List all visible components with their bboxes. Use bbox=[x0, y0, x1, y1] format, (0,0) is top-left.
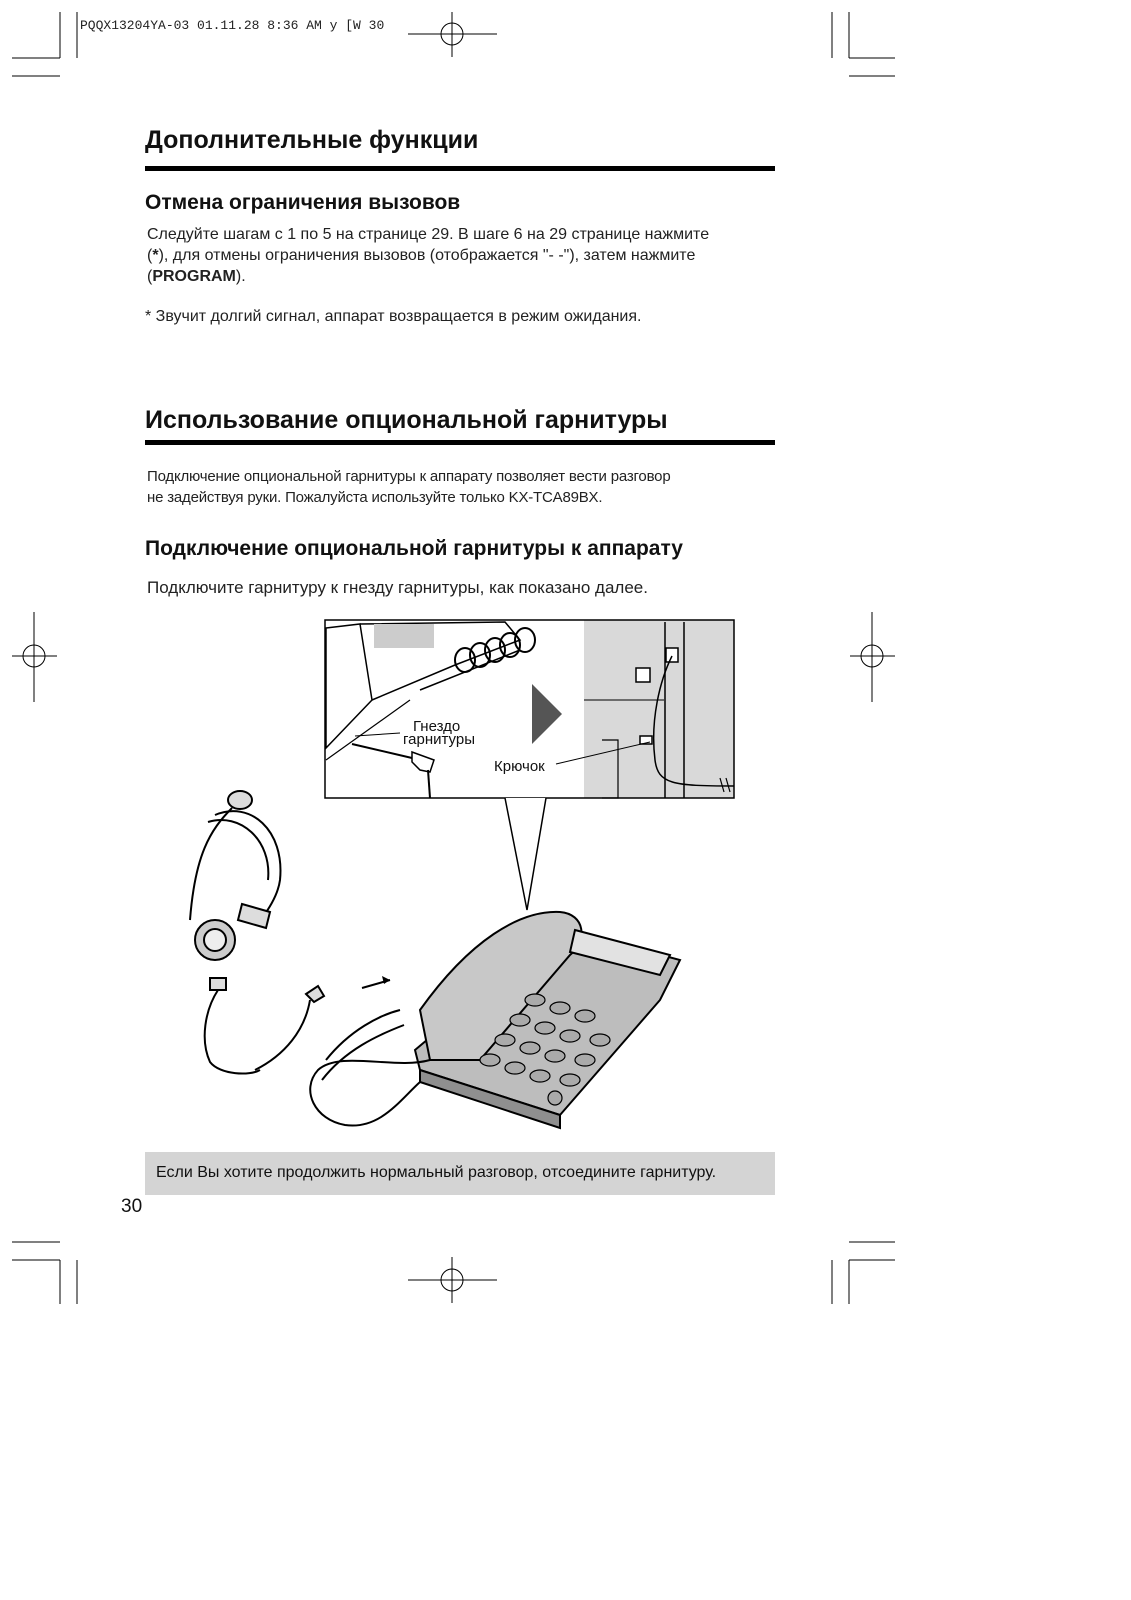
section-title-headset: Использование опциональной гарнитуры bbox=[145, 406, 668, 434]
headset-disconnect-note bbox=[145, 1152, 775, 1195]
instruction-line: Следуйте шагам с 1 по 5 на странице 29. В шаге 6 на 29 странице нажмите bbox=[147, 226, 710, 243]
hook-label: Крючок bbox=[494, 758, 545, 775]
connect-instruction: Подключите гарнитуру к гнезду гарнитуры, как показано далее. bbox=[147, 578, 648, 597]
jack-label: Гнездо bbox=[413, 718, 461, 735]
headset-drawing bbox=[190, 791, 324, 1074]
footnote: * Звучит долгий сигнал, аппарат возвращается в режим ожидания. bbox=[145, 308, 642, 325]
jack-label: гарнитуры bbox=[403, 731, 475, 748]
intro-line: не задействуя руки. Пожалуйста используйте только KX-TCA89BX. bbox=[147, 489, 603, 506]
paren: ). bbox=[235, 268, 246, 285]
intro-line: Подключение опциональной гарнитуры к аппарату позволяет вести разговор bbox=[147, 468, 671, 485]
paren: ( bbox=[147, 268, 153, 285]
instruction-text: ), для отмены ограничения вызовов (отображается "- -"), затем нажмите bbox=[158, 247, 696, 264]
print-slug: PQQX13204YA-03 01.11.28 8:36 AM y [W 30 bbox=[80, 18, 385, 33]
section-title-extra-functions: Дополнительные функции bbox=[145, 126, 479, 154]
paren: ( bbox=[147, 247, 153, 264]
jack-detail-callout bbox=[325, 620, 734, 798]
star-key: * bbox=[152, 247, 159, 264]
program-key: PROGRAM bbox=[152, 268, 236, 285]
page-number: 30 bbox=[121, 1196, 143, 1217]
telephone-drawing bbox=[310, 912, 680, 1128]
subsection-title-connect-headset: Подключение опциональной гарнитуры к аппарату bbox=[145, 537, 683, 560]
note-text: Если Вы хотите продолжить нормальный разговор, отсоедините гарнитуру. bbox=[156, 1164, 717, 1181]
subsection-title-call-restriction: Отмена ограничения вызовов bbox=[145, 191, 461, 214]
